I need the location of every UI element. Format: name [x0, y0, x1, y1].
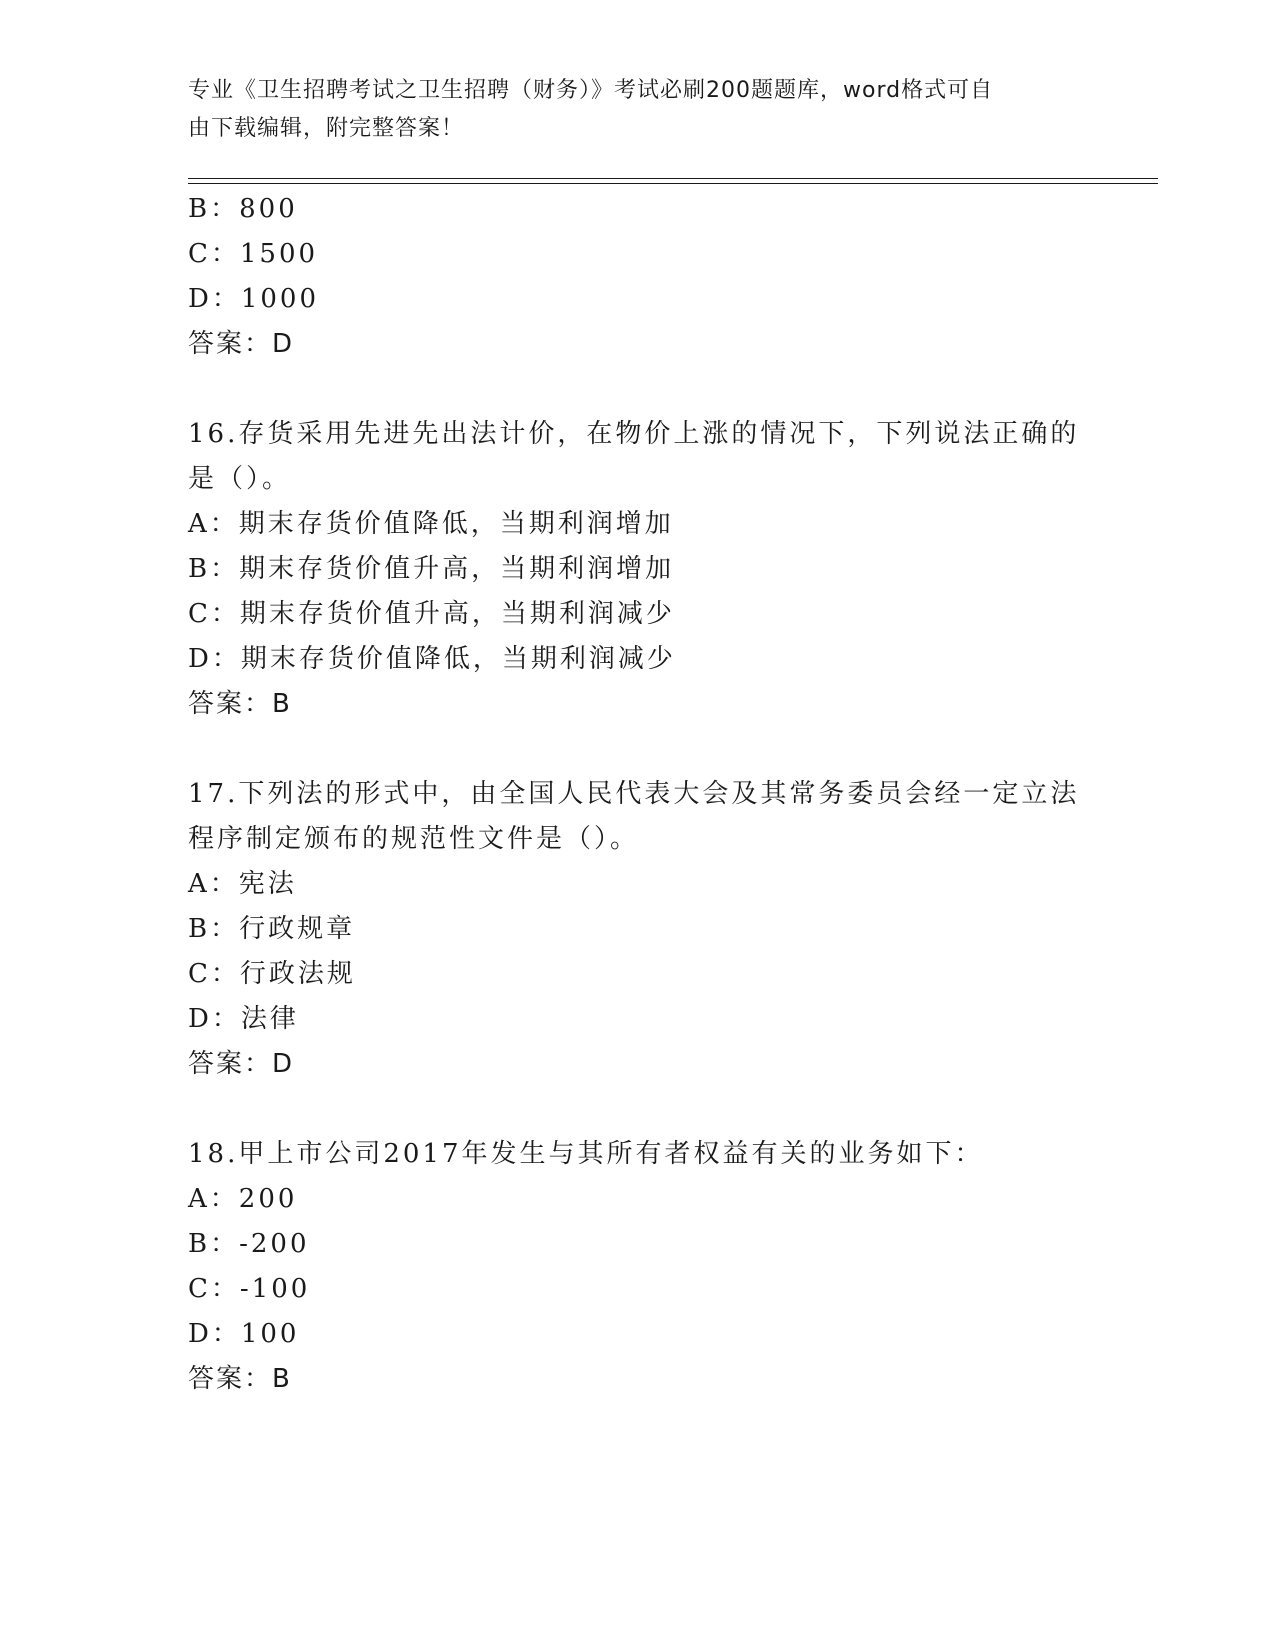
- header-title-line-1: 专业《卫生招聘考试之卫生招聘（财务）》考试必刷200题题库，word格式可自: [188, 78, 994, 103]
- q17-stem-line-2: 程序制定颁布的规范性文件是（）。: [188, 824, 640, 854]
- q17-option-a: A：宪法: [188, 869, 297, 899]
- q18-option-a: A：200: [188, 1184, 298, 1214]
- q17-option-b: B：行政规章: [188, 914, 356, 944]
- q17-option-c: C：行政法规: [188, 959, 356, 989]
- q18-option-d: D：100: [188, 1319, 300, 1349]
- document-header: [188, 72, 1078, 148]
- q18-option-c: C：-100: [188, 1274, 311, 1304]
- q16-option-c: C：期末存货价值升高，当期利润减少: [188, 599, 675, 629]
- q18-option-b: B：-200: [188, 1229, 310, 1259]
- q16-stem-line-2: 是（）。: [188, 464, 292, 494]
- q18-answer: 答案：B: [188, 1364, 292, 1394]
- q15-option-d: D：1000: [188, 284, 320, 314]
- q15-option-b: B：800: [188, 194, 298, 224]
- header-divider-bottom: [188, 183, 1158, 184]
- q17-stem-line-1: 17.下列法的形式中，由全国人民代表大会及其常务委员会经一定立法: [188, 779, 1080, 809]
- q15-answer: 答案：D: [188, 329, 295, 359]
- q16-option-a: A：期末存货价值降低，当期利润增加: [188, 509, 674, 539]
- header-title-line-2: 由下载编辑，附完整答案！: [188, 116, 465, 141]
- header-divider-top: [188, 178, 1158, 179]
- q16-option-b: B：期末存货价值升高，当期利润增加: [188, 554, 675, 584]
- q15-option-c: C：1500: [188, 239, 319, 269]
- q16-answer: 答案：B: [188, 689, 292, 719]
- q18-stem-line-1: 18.甲上市公司2017年发生与其所有者权益有关的业务如下：: [188, 1139, 984, 1169]
- q17-option-d: D：法律: [188, 1004, 299, 1034]
- q16-option-d: D：期末存货价值降低，当期利润减少: [188, 644, 676, 674]
- q17-answer: 答案：D: [188, 1049, 295, 1079]
- q16-stem-line-1: 16.存货采用先进先出法计价，在物价上涨的情况下，下列说法正确的: [188, 419, 1080, 449]
